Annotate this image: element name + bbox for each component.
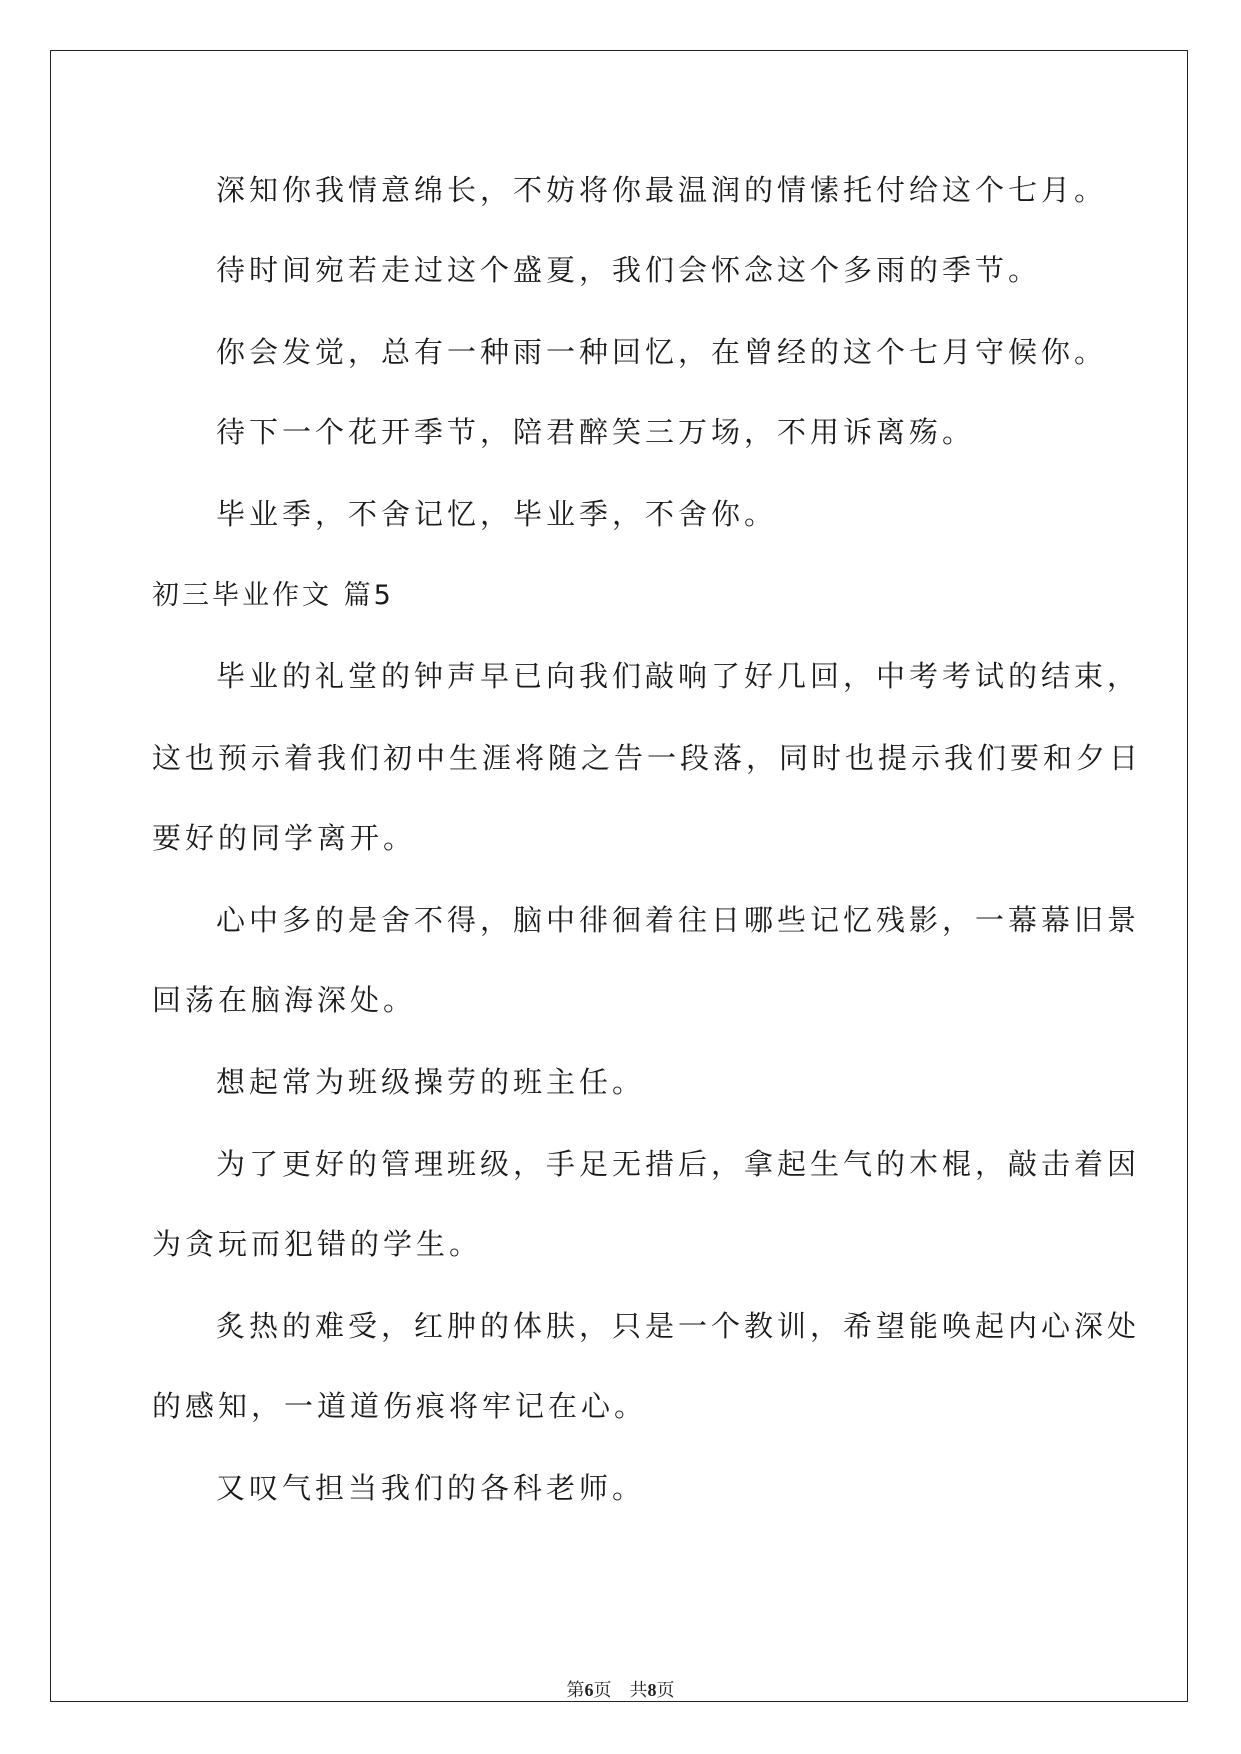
paragraph-line: 回荡在脑海深处。 — [152, 983, 417, 1017]
footer-suffix: 页 — [656, 1680, 675, 1700]
paragraph-line: 待下一个花开季节，陪君醉笑三万场，不用诉离殇。 — [216, 415, 976, 449]
total-pages-number: 8 — [647, 1680, 657, 1700]
paragraph-line: 炙热的难受，红肿的体肤，只是一个教训，希望能唤起内心深处 — [216, 1309, 1141, 1343]
paragraph-line: 你会发觉，总有一种雨一种回忆，在曾经的这个七月守候你。 — [216, 335, 1108, 369]
paragraph-line: 毕业的礼堂的钟声早已向我们敲响了好几回，中考考试的结束， — [216, 659, 1141, 693]
paragraph-line: 深知你我情意绵长，不妨将你最温润的情愫托付给这个七月。 — [216, 173, 1108, 207]
paragraph-line: 为贪玩而犯错的学生。 — [152, 1227, 483, 1261]
paragraph-line: 想起常为班级操劳的班主任。 — [216, 1065, 646, 1099]
page-border — [50, 50, 1188, 1702]
paragraph-line: 待时间宛若走过这个盛夏，我们会怀念这个多雨的季节。 — [216, 253, 1042, 287]
paragraph-line: 毕业季，不舍记忆，毕业季，不舍你。 — [216, 497, 778, 531]
current-page-number: 6 — [584, 1680, 594, 1700]
paragraph-line: 这也预示着我们初中生涯将随之告一段落，同时也提示我们要和夕日 — [152, 741, 1143, 775]
paragraph-line: 要好的同学离开。 — [152, 821, 417, 855]
paragraph-line: 又叹气担当我们的各科老师。 — [216, 1471, 646, 1505]
paragraph-line: 心中多的是舍不得，脑中徘徊着往日哪些记忆残影，一幕幕旧景 — [216, 903, 1141, 937]
paragraph-line: 为了更好的管理班级，手足无措后，拿起生气的木棍，敲击着因 — [216, 1147, 1141, 1181]
paragraph-line: 的感知，一道道伤痕将牢记在心。 — [152, 1389, 648, 1423]
page-footer — [0, 1676, 1241, 1702]
footer-prefix: 第 — [566, 1680, 585, 1700]
footer-mid: 页 共 — [593, 1680, 648, 1700]
section-heading: 初三毕业作文 篇5 — [152, 580, 394, 611]
